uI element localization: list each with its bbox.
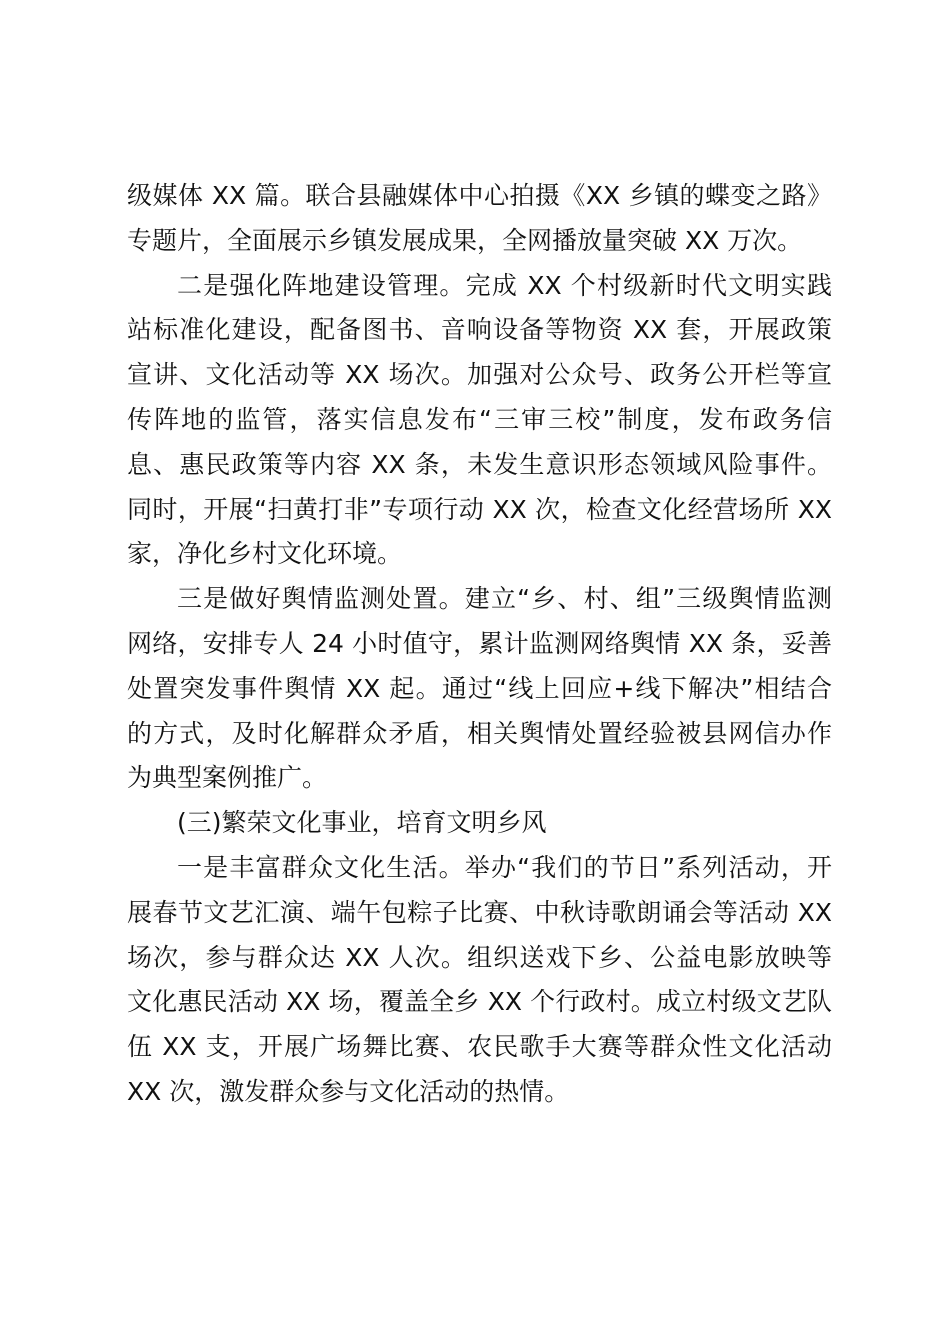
text-line: 文化惠民活动 XX 场，覆盖全乡 XX 个行政村。成立村级文艺队: [127, 987, 832, 1017]
paragraph-first-line: 二是强化阵地建设管理。完成 XX 个村级新时代文明实践: [177, 270, 832, 300]
text-line: 传阵地的监管，落实信息发布“三审三校”制度，发布政务信: [127, 404, 832, 434]
text-line: 家，净化乡村文化环境。: [127, 539, 403, 569]
document-body: [127, 174, 832, 1115]
text-line: XX 次，激发群众参与文化活动的热情。: [127, 1076, 570, 1106]
text-line: 场次，参与群众达 XX 人次。组织送戏下乡、公益电影放映等: [127, 942, 832, 972]
text-line: 宣讲、文化活动等 XX 场次。加强对公众号、政务公开栏等宣: [127, 360, 832, 390]
paragraph-first-line: 三是做好舆情监测处置。建立“乡、村、组”三级舆情监测: [177, 584, 832, 614]
text-line: 站标准化建设，配备图书、音响设备等物资 XX 套，开展政策: [127, 315, 832, 345]
text-line: 网络，安排专人 24 小时值守，累计监测网络舆情 XX 条，妥善: [127, 628, 832, 658]
text-line: 息、惠民政策等内容 XX 条，未发生意识形态领域风险事件。: [127, 449, 832, 479]
text-line: 为典型案例推广。: [127, 763, 328, 793]
text-line: 的方式，及时化解群众矛盾，相关舆情处置经验被县网信办作: [127, 718, 832, 748]
text-line: 展春节文艺汇演、端午包粽子比赛、中秋诗歌朗诵会等活动 XX: [127, 897, 832, 927]
text-line: 级媒体 XX 篇。联合县融媒体中心拍摄《XX 乡镇的蝶变之路》: [127, 181, 832, 210]
text-line: 专题片，全面展示乡镇发展成果，全网播放量突破 XX 万次。: [127, 225, 803, 255]
text-line: 同时，开展“扫黄打非”专项行动 XX 次，检查文化经营场所 XX: [127, 494, 832, 524]
text-line: 伍 XX 支，开展广场舞比赛、农民歌手大赛等群众性文化活动: [127, 1032, 832, 1062]
paragraph-first-line: 一是丰富群众文化生活。举办“我们的节日”系列活动，开: [177, 852, 832, 882]
text-line: 处置突发事件舆情 XX 起。通过“线上回应+线下解决”相结合: [127, 673, 832, 703]
section-heading: (三)繁荣文化事业，培育文明乡风: [177, 808, 547, 838]
